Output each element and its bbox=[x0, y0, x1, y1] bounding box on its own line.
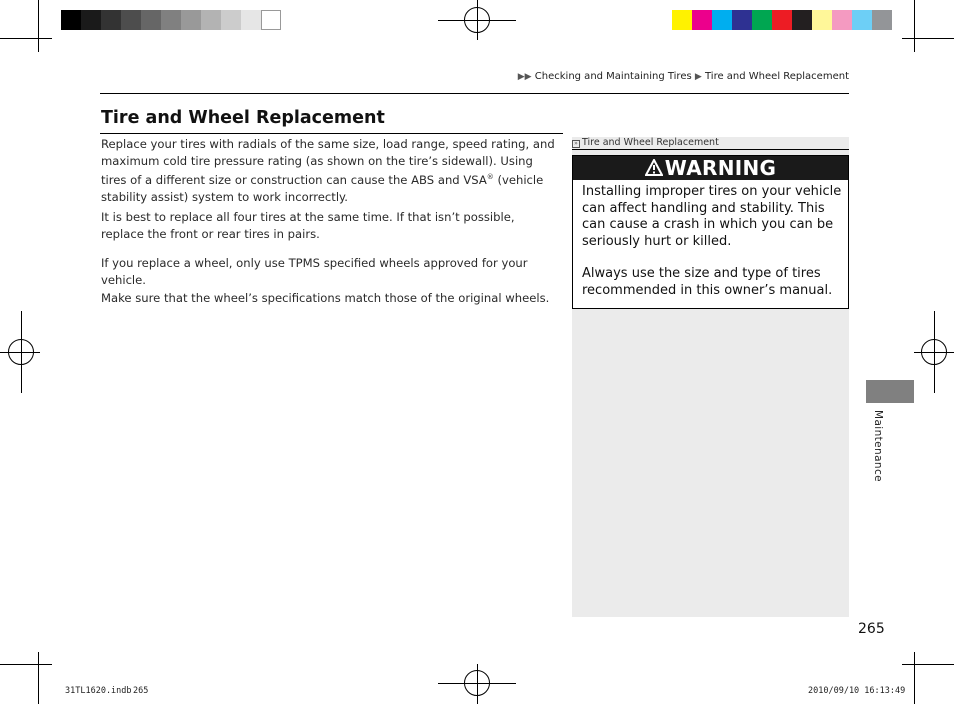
warning-banner bbox=[573, 156, 848, 180]
breadcrumb-section[interactable]: Checking and Maintaining Tires bbox=[534, 71, 692, 82]
color-swatch bbox=[832, 10, 852, 30]
grayscale-swatch bbox=[101, 10, 121, 30]
body-paragraph-1-text-b: (vehicle stability assist) system to work incorrectly. bbox=[101, 173, 544, 204]
section-tab-label-wrapper bbox=[870, 410, 886, 490]
grayscale-swatch bbox=[221, 10, 241, 30]
grayscale-swatch bbox=[201, 10, 221, 30]
footer-filename: 31TL1620.indb bbox=[65, 686, 132, 696]
breadcrumb bbox=[518, 71, 849, 82]
color-swatch bbox=[732, 10, 752, 30]
warning-box bbox=[572, 155, 849, 309]
section-tab-label: Maintenance bbox=[872, 410, 884, 483]
color-swatch bbox=[712, 10, 732, 30]
grayscale-swatch bbox=[121, 10, 141, 30]
color-swatch bbox=[672, 10, 692, 30]
grayscale-swatch bbox=[61, 10, 81, 30]
header-divider bbox=[100, 93, 849, 94]
breadcrumb-separator-icon: ▶ bbox=[694, 72, 702, 82]
page-title: Tire and Wheel Replacement bbox=[101, 108, 385, 128]
breadcrumb-current: Tire and Wheel Replacement bbox=[705, 71, 849, 82]
color-swatch bbox=[812, 10, 832, 30]
registered-mark: ® bbox=[486, 173, 494, 182]
grayscale-swatch bbox=[241, 10, 261, 30]
reference-icon: » bbox=[572, 140, 580, 148]
sidebar-header bbox=[572, 137, 849, 150]
warning-paragraph-1: Installing improper tires on your vehicle can affect handling and stability. This can cause a crash in which you can be seriously hurt or killed. bbox=[582, 184, 842, 249]
warning-triangle-icon bbox=[645, 159, 663, 176]
body-paragraph-3-line-2: Make sure that the wheel’s specifications match those of the original wheels. bbox=[101, 291, 550, 306]
color-swatch bbox=[772, 10, 792, 30]
color-swatch bbox=[752, 10, 772, 30]
body-paragraph-3-line-1: If you replace a wheel, only use TPMS specified wheels approved for your vehicle. bbox=[101, 256, 528, 287]
color-swatch bbox=[852, 10, 872, 30]
color-swatch bbox=[872, 10, 892, 30]
body-paragraph-3 bbox=[101, 255, 571, 307]
sidebar-header-divider bbox=[572, 149, 849, 150]
grayscale-swatch bbox=[81, 10, 101, 30]
breadcrumb-arrow-icon: ▶▶ bbox=[517, 72, 532, 82]
grayscale-swatch bbox=[141, 10, 161, 30]
grayscale-swatch bbox=[161, 10, 181, 30]
title-divider bbox=[100, 133, 563, 134]
footer-datetime: 2010/09/10 16:13:49 bbox=[808, 686, 906, 696]
body-paragraph-1 bbox=[101, 136, 561, 206]
warning-title: WARNING bbox=[664, 156, 777, 180]
grayscale-swatch bbox=[261, 10, 281, 30]
grayscale-swatch bbox=[181, 10, 201, 30]
warning-paragraph-2: Always use the size and type of tires recommended in this owner’s manual. bbox=[582, 266, 833, 298]
footer-page: 265 bbox=[133, 686, 149, 696]
sidebar-header-label[interactable]: Tire and Wheel Replacement bbox=[582, 137, 719, 148]
color-swatch bbox=[692, 10, 712, 30]
color-swatch bbox=[792, 10, 812, 30]
body-paragraph-2: It is best to replace all four tires at the same time. If that isn’t possible, replace the front or rear tires in pairs. bbox=[101, 210, 515, 241]
body-paragraph-1-text-a: Replace your tires with radials of the same size, load range, speed rating, and maximum cold tire pressure rating (as shown on the tire’s sidewall). Using tires of a different size or construction can cause the ABS and VSA bbox=[101, 137, 555, 188]
page-number: 265 bbox=[858, 621, 885, 637]
sidebar-panel bbox=[572, 137, 849, 617]
section-tab[interactable] bbox=[866, 380, 914, 403]
